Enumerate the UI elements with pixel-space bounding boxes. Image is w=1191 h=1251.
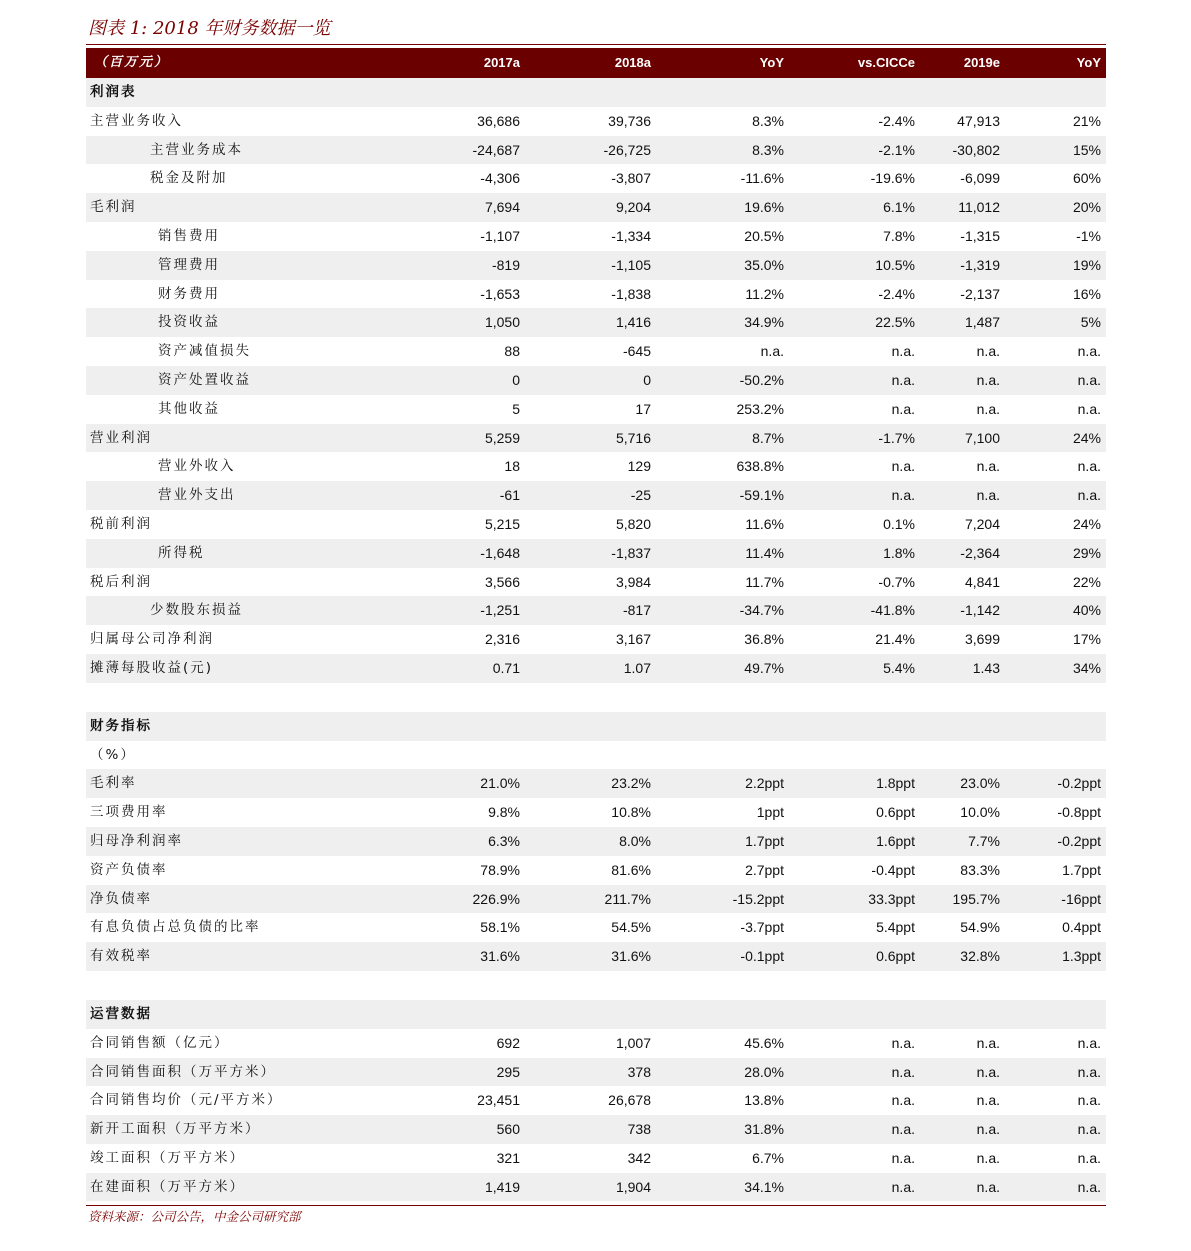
value-yoy: 8.3% <box>752 141 784 158</box>
value-vs-cicce: n.a. <box>891 1121 915 1138</box>
row-label: 合同销售均价（元/平方米） <box>90 1092 283 1109</box>
table-row <box>86 308 1106 337</box>
section-title: 财务指标 <box>90 717 152 734</box>
value-2018a: -26,725 <box>603 141 651 158</box>
value-yoy: 13.8% <box>744 1092 784 1109</box>
value-2019e: n.a. <box>976 371 1000 388</box>
row-label: 其他收益 <box>158 400 220 417</box>
table-row <box>86 1029 1106 1058</box>
value-2017a: -24,687 <box>472 141 520 158</box>
row-label: 竣工面积（万平方米） <box>90 1149 245 1166</box>
value-yoy: 8.7% <box>752 429 784 446</box>
table-row <box>86 280 1106 309</box>
value-vs-cicce: n.a. <box>891 1063 915 1080</box>
row-label: 毛利率 <box>90 775 137 792</box>
value-2019e: 47,913 <box>957 112 1000 129</box>
value-vs-cicce: n.a. <box>891 487 915 504</box>
value-2019e: 7.7% <box>968 832 1000 849</box>
value-yoy: 6.7% <box>752 1149 784 1166</box>
header-yoy: YoY <box>759 55 784 70</box>
section-subtitle-row <box>86 741 1106 770</box>
value-2018a: -3,807 <box>611 170 651 187</box>
value-2017a: 0.71 <box>492 659 520 676</box>
value-yoy: 19.6% <box>744 199 784 216</box>
row-label: 归母净利润率 <box>90 832 183 849</box>
value-2019e: 83.3% <box>960 861 1000 878</box>
value-2017a: -1,251 <box>480 602 520 619</box>
value-2018a: -645 <box>622 343 651 360</box>
table-row <box>86 539 1106 568</box>
value-2019e: -1,315 <box>960 227 1000 244</box>
row-label: 税后利润 <box>90 573 152 590</box>
value-2019e: n.a. <box>976 1178 1000 1195</box>
table-row <box>86 798 1106 827</box>
value-yoy: -11.6% <box>740 170 784 187</box>
value-yoy-2019: 0.4ppt <box>1062 919 1101 936</box>
table-row <box>86 424 1106 453</box>
table-row <box>86 769 1106 798</box>
row-label: 税前利润 <box>90 515 152 532</box>
value-yoy: 11.6% <box>745 515 784 532</box>
table-row <box>86 337 1106 366</box>
value-2019e: n.a. <box>976 1149 1000 1166</box>
value-2017a: 295 <box>496 1063 520 1080</box>
value-2017a: 23,451 <box>477 1092 520 1109</box>
value-2018a: 342 <box>627 1149 651 1166</box>
value-2017a: 21.0% <box>480 775 520 792</box>
value-yoy-2019: n.a. <box>1077 400 1101 417</box>
value-2017a: -819 <box>491 256 520 273</box>
value-2018a: 54.5% <box>611 919 651 936</box>
row-label: 归属母公司净利润 <box>90 631 214 648</box>
value-yoy-2019: n.a. <box>1077 343 1101 360</box>
row-label: 合同销售面积（万平方米） <box>90 1063 276 1080</box>
table-row <box>86 856 1106 885</box>
row-label: 所得税 <box>158 544 205 561</box>
value-vs-cicce: 1.8ppt <box>876 775 915 792</box>
value-2018a: 129 <box>627 458 651 475</box>
value-yoy-2019: 20% <box>1072 199 1101 216</box>
value-2018a: 5,820 <box>615 515 651 532</box>
value-2019e: n.a. <box>976 1121 1000 1138</box>
table-row <box>86 625 1106 654</box>
value-yoy: 11.7% <box>745 573 784 590</box>
value-2019e: n.a. <box>976 343 1000 360</box>
value-yoy: 11.2% <box>745 285 784 302</box>
header-yoy-2019: YoY <box>1076 55 1101 70</box>
table-row <box>86 251 1106 280</box>
value-2018a: 1.07 <box>623 659 651 676</box>
value-yoy-2019: n.a. <box>1077 1149 1101 1166</box>
financial-summary-figure <box>86 14 1106 1228</box>
row-label: 财务费用 <box>158 285 220 302</box>
value-yoy: n.a. <box>760 343 784 360</box>
section-spacer <box>86 683 1106 712</box>
value-2018a: 9,204 <box>615 199 651 216</box>
value-2018a: -817 <box>622 602 651 619</box>
value-2018a: -1,837 <box>611 544 651 561</box>
value-2018a: -1,334 <box>611 227 651 244</box>
header-unit: （百万元） <box>94 55 170 70</box>
value-2018a: 211.7% <box>604 890 651 907</box>
row-label: 摊薄每股收益(元) <box>90 659 214 676</box>
table-row <box>86 654 1106 683</box>
value-yoy: 34.1% <box>744 1178 784 1195</box>
value-vs-cicce: 7.8% <box>883 227 915 244</box>
value-yoy-2019: 60% <box>1072 170 1101 187</box>
value-yoy: 36.8% <box>744 631 784 648</box>
value-2018a: -25 <box>630 487 651 504</box>
row-label: 主营业务成本 <box>150 141 243 158</box>
row-label: 有息负债占总负债的比率 <box>90 919 261 936</box>
value-yoy-2019: n.a. <box>1077 1121 1101 1138</box>
value-yoy-2019: 19% <box>1072 256 1101 273</box>
value-2018a: 31.6% <box>611 948 651 965</box>
value-yoy-2019: 1.3ppt <box>1062 948 1101 965</box>
value-vs-cicce: -2.4% <box>878 285 915 302</box>
table-row <box>86 366 1106 395</box>
value-vs-cicce: 21.4% <box>875 631 915 648</box>
value-2017a: -61 <box>499 487 520 504</box>
value-2019e: 23.0% <box>960 775 1000 792</box>
value-yoy-2019: -0.2ppt <box>1057 832 1101 849</box>
value-2017a: 692 <box>496 1034 520 1051</box>
value-yoy: -15.2ppt <box>732 890 784 907</box>
value-2019e: 195.7% <box>952 890 1000 907</box>
value-yoy-2019: n.a. <box>1077 1178 1101 1195</box>
title-rule <box>86 44 1106 45</box>
value-2017a: 5,259 <box>484 429 520 446</box>
value-vs-cicce: n.a. <box>891 1034 915 1051</box>
section-heading-row <box>86 712 1106 741</box>
table-row <box>86 395 1106 424</box>
section-heading-row <box>86 78 1106 107</box>
value-yoy: 1.7ppt <box>745 832 784 849</box>
value-2019e: 32.8% <box>960 948 1000 965</box>
value-yoy: 2.2ppt <box>745 775 784 792</box>
value-2018a: 378 <box>627 1063 651 1080</box>
table-row <box>86 596 1106 625</box>
value-2017a: 36,686 <box>477 112 520 129</box>
value-yoy: 35.0% <box>744 256 784 273</box>
value-2017a: -1,107 <box>480 227 520 244</box>
value-2017a: -1,648 <box>480 544 520 561</box>
value-2018a: 26,678 <box>608 1092 651 1109</box>
value-2019e: 11,012 <box>958 199 1000 216</box>
value-2018a: 8.0% <box>619 832 651 849</box>
value-yoy: -3.7ppt <box>740 919 784 936</box>
value-2019e: -30,802 <box>952 141 1000 158</box>
value-2018a: 738 <box>627 1121 651 1138</box>
value-2017a: 58.1% <box>480 919 520 936</box>
value-yoy-2019: -1% <box>1076 227 1101 244</box>
value-vs-cicce: -2.1% <box>878 141 915 158</box>
value-yoy-2019: n.a. <box>1077 1063 1101 1080</box>
value-2018a: 39,736 <box>608 112 651 129</box>
value-vs-cicce: n.a. <box>891 371 915 388</box>
value-2019e: 4,841 <box>964 573 1000 590</box>
table-row <box>86 827 1106 856</box>
value-2019e: -2,364 <box>960 544 1000 561</box>
table-row <box>86 136 1106 165</box>
value-2018a: -1,838 <box>611 285 651 302</box>
value-vs-cicce: -1.7% <box>878 429 915 446</box>
value-vs-cicce: n.a. <box>891 458 915 475</box>
value-2017a: 88 <box>504 343 520 360</box>
table-row <box>86 510 1106 539</box>
value-2019e: -6,099 <box>960 170 1000 187</box>
value-vs-cicce: 10.5% <box>875 256 915 273</box>
value-vs-cicce: 1.6ppt <box>876 832 915 849</box>
value-2017a: 560 <box>496 1121 520 1138</box>
value-vs-cicce: -0.7% <box>878 573 915 590</box>
value-vs-cicce: 5.4% <box>883 659 915 676</box>
value-2019e: 1.43 <box>972 659 1000 676</box>
section-unit: （%） <box>90 746 136 763</box>
value-2017a: 0 <box>512 371 520 388</box>
value-2018a: 23.2% <box>611 775 651 792</box>
value-2018a: 5,716 <box>615 429 651 446</box>
value-vs-cicce: 0.6ppt <box>876 804 915 821</box>
row-label: 投资收益 <box>158 314 220 331</box>
value-yoy-2019: 17% <box>1072 631 1101 648</box>
value-2019e: n.a. <box>976 1092 1000 1109</box>
row-label: 销售费用 <box>158 227 220 244</box>
value-yoy-2019: 22% <box>1072 573 1101 590</box>
value-2019e: n.a. <box>976 458 1000 475</box>
value-vs-cicce: -2.4% <box>878 112 915 129</box>
table-row <box>86 193 1106 222</box>
value-2018a: 81.6% <box>611 861 651 878</box>
row-label: 资产减值损失 <box>158 343 251 360</box>
figure-title: 图表 1: 2018 年财务数据一览 <box>88 18 331 39</box>
header-2019e: 2019e <box>963 55 1000 70</box>
value-2019e: 7,100 <box>964 429 1000 446</box>
value-2018a: 17 <box>635 400 651 417</box>
value-yoy: -34.7% <box>739 602 784 619</box>
row-label: 营业外支出 <box>158 487 236 504</box>
header-2018a: 2018a <box>614 55 651 70</box>
table-row <box>86 1058 1106 1087</box>
value-2019e: -1,142 <box>960 602 1000 619</box>
row-label: 毛利润 <box>90 199 137 216</box>
value-yoy: 638.8% <box>736 458 784 475</box>
table-row <box>86 222 1106 251</box>
value-2017a: 226.9% <box>472 890 520 907</box>
value-2018a: 3,167 <box>615 631 651 648</box>
value-vs-cicce: 0.1% <box>883 515 915 532</box>
value-yoy: 28.0% <box>744 1063 784 1080</box>
value-2019e: n.a. <box>976 487 1000 504</box>
table-row <box>86 1086 1106 1115</box>
table-row <box>86 942 1106 971</box>
row-label: 资产处置收益 <box>158 371 251 388</box>
value-2017a: 7,694 <box>484 199 520 216</box>
value-2019e: n.a. <box>976 1034 1000 1051</box>
section-spacer <box>86 971 1106 1000</box>
value-yoy-2019: 29% <box>1072 544 1101 561</box>
value-yoy: 45.6% <box>744 1034 784 1051</box>
value-2017a: 3,566 <box>484 573 520 590</box>
value-yoy: 34.9% <box>744 314 784 331</box>
value-yoy-2019: -0.8ppt <box>1057 804 1101 821</box>
value-yoy-2019: 34% <box>1072 659 1101 676</box>
value-2017a: 5,215 <box>484 515 520 532</box>
value-2019e: 7,204 <box>964 515 1000 532</box>
value-yoy: 2.7ppt <box>745 861 784 878</box>
value-2019e: -2,137 <box>960 285 1000 302</box>
section-title: 利润表 <box>90 84 137 100</box>
row-label: 主营业务收入 <box>90 112 183 129</box>
row-label: 三项费用率 <box>90 804 168 821</box>
table-row <box>86 481 1106 510</box>
table-row <box>86 164 1106 193</box>
value-2019e: 3,699 <box>964 631 1000 648</box>
table-row <box>86 1144 1106 1173</box>
section-heading-row <box>86 1000 1106 1029</box>
value-2018a: 1,416 <box>615 314 651 331</box>
value-vs-cicce: 33.3ppt <box>868 890 915 907</box>
value-vs-cicce: n.a. <box>891 1178 915 1195</box>
value-2018a: 3,984 <box>615 573 651 590</box>
value-2017a: 1,419 <box>484 1178 520 1195</box>
value-2018a: -1,105 <box>611 256 651 273</box>
value-2018a: 10.8% <box>611 804 651 821</box>
value-2017a: 1,050 <box>484 314 520 331</box>
value-vs-cicce: n.a. <box>891 1149 915 1166</box>
row-label: 管理费用 <box>158 256 220 273</box>
value-yoy-2019: n.a. <box>1077 487 1101 504</box>
value-2019e: -1,319 <box>960 256 1000 273</box>
row-label: 合同销售额（亿元） <box>90 1034 230 1051</box>
value-yoy: 11.4% <box>745 544 784 561</box>
value-yoy-2019: -16ppt <box>1061 890 1101 907</box>
value-yoy-2019: 1.7ppt <box>1062 861 1101 878</box>
value-2017a: -4,306 <box>480 170 520 187</box>
value-2017a: 9.8% <box>488 804 520 821</box>
value-vs-cicce: -19.6% <box>870 170 915 187</box>
value-yoy: 253.2% <box>736 400 784 417</box>
value-vs-cicce: 5.4ppt <box>876 919 915 936</box>
value-vs-cicce: -0.4ppt <box>871 861 915 878</box>
value-vs-cicce: -41.8% <box>870 602 915 619</box>
value-2017a: 78.9% <box>480 861 520 878</box>
table-row <box>86 1115 1106 1144</box>
row-label: 新开工面积（万平方米） <box>90 1121 261 1138</box>
row-label: 在建面积（万平方米） <box>90 1178 245 1195</box>
value-yoy-2019: -0.2ppt <box>1057 775 1101 792</box>
value-vs-cicce: n.a. <box>891 400 915 417</box>
source-note: 资料来源：公司公告，中金公司研究部 <box>88 1209 301 1225</box>
value-2017a: 321 <box>496 1149 520 1166</box>
table-row <box>86 913 1106 942</box>
value-yoy: 8.3% <box>752 112 784 129</box>
value-yoy-2019: 16% <box>1072 285 1101 302</box>
value-2019e: 10.0% <box>960 804 1000 821</box>
value-yoy-2019: n.a. <box>1077 371 1101 388</box>
value-vs-cicce: 1.8% <box>883 544 915 561</box>
value-vs-cicce: 22.5% <box>875 314 915 331</box>
value-2019e: 54.9% <box>960 919 1000 936</box>
value-vs-cicce: n.a. <box>891 1092 915 1109</box>
value-2018a: 1,904 <box>615 1178 651 1195</box>
header-2017a: 2017a <box>483 55 520 70</box>
value-yoy-2019: n.a. <box>1077 1092 1101 1109</box>
value-yoy-2019: 5% <box>1080 314 1101 331</box>
table-row <box>86 885 1106 914</box>
value-2017a: 18 <box>504 458 520 475</box>
value-2017a: 31.6% <box>480 948 520 965</box>
row-label: 营业利润 <box>90 429 152 446</box>
value-yoy-2019: n.a. <box>1077 1034 1101 1051</box>
table-header <box>86 48 1106 78</box>
row-label: 税金及附加 <box>150 170 228 187</box>
value-vs-cicce: 6.1% <box>883 199 915 216</box>
row-label: 少数股东损益 <box>150 602 243 619</box>
value-yoy: -0.1ppt <box>740 948 784 965</box>
value-yoy: -50.2% <box>739 371 784 388</box>
table-row <box>86 452 1106 481</box>
table-body <box>86 78 1106 1201</box>
value-2018a: 1,007 <box>615 1034 651 1051</box>
value-2017a: 5 <box>512 400 520 417</box>
row-label: 营业外收入 <box>158 458 236 475</box>
header-vs-cicce: vs.CICCe <box>857 55 915 70</box>
value-yoy: 1ppt <box>756 804 784 821</box>
table-row <box>86 1173 1106 1202</box>
table-row <box>86 568 1106 597</box>
section-title: 运营数据 <box>90 1005 152 1022</box>
value-vs-cicce: n.a. <box>891 343 915 360</box>
value-2018a: 0 <box>643 371 651 388</box>
value-yoy-2019: 24% <box>1072 515 1101 532</box>
table-row <box>86 107 1106 136</box>
value-2017a: 6.3% <box>488 832 520 849</box>
row-label: 资产负债率 <box>90 861 168 878</box>
value-yoy: 20.5% <box>744 227 784 244</box>
value-yoy: 49.7% <box>744 659 784 676</box>
value-yoy: -59.1% <box>739 487 784 504</box>
value-yoy-2019: n.a. <box>1077 458 1101 475</box>
value-2019e: 1,487 <box>964 314 1000 331</box>
value-2019e: n.a. <box>976 1063 1000 1080</box>
value-yoy-2019: 21% <box>1072 112 1101 129</box>
value-yoy-2019: 24% <box>1072 429 1101 446</box>
value-yoy-2019: 15% <box>1072 141 1101 158</box>
row-label: 有效税率 <box>90 948 152 965</box>
value-yoy: 31.8% <box>744 1121 784 1138</box>
value-yoy-2019: 40% <box>1072 602 1101 619</box>
value-2019e: n.a. <box>976 400 1000 417</box>
value-2017a: 2,316 <box>484 631 520 648</box>
value-vs-cicce: 0.6ppt <box>876 948 915 965</box>
value-2017a: -1,653 <box>480 285 520 302</box>
row-label: 净负债率 <box>90 890 152 907</box>
